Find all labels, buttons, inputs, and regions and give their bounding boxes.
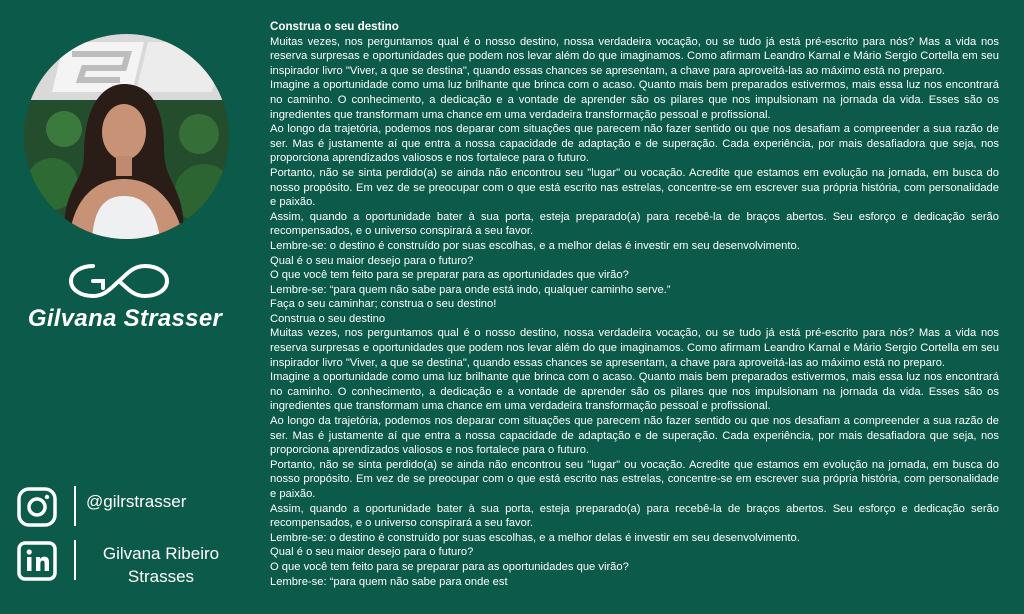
article-paragraph: Muitas vezes, nos perguntamos qual é o nosso destino, nossa verdadeira vocação, ou se tudo já está pré-escrito para nós? Mas a vida nos reserva surpresas e oportunidades que podem nos levar além do que imaginamos. Como afirmam Leandro Karnal e Mário Sergio Cortella em seu inspirador livro "Viver, a que se destina", quando essas chances se apresentam, a chave para aproveitá-las ao máximo está no preparo. — [270, 35, 999, 77]
article-paragraph: Lembre-se: “para quem não sabe para onde está indo, qualquer caminho serve.” — [270, 283, 671, 296]
article-paragraph: Assim, quando a oportunidade bater à sua porta, esteja preparado(a) para recebê-la de braços abertos. Seu esforço e dedicação serão recompensados, e o universo conspirará a seu favor. — [270, 210, 999, 238]
article-paragraph: Portanto, não se sinta perdido(a) se ainda não encontrou seu "lugar" ou vocação. Acredite que estamos em evolução na jornada, em busca do nosso propósito. Em vez de se preocupar com o que está escrito nas estrelas, concentre-se em escrever sua própria história, com personalidade e paixão. — [270, 458, 999, 500]
article-title: Construa o seu destino — [270, 20, 399, 33]
article-paragraph: Faça o seu caminhar; construa o seu destino! — [270, 298, 497, 311]
article-paragraph: Qual é o seu maior desejo para o futuro? — [270, 546, 474, 559]
profile-panel — [0, 0, 250, 614]
linkedin-link[interactable] — [16, 540, 256, 590]
article-paragraph: Qual é o seu maior desejo para o futuro? — [270, 254, 474, 267]
avatar-photo — [24, 34, 229, 239]
article-paragraph: Assim, quando a oportunidade bater à sua porta, esteja preparado(a) para recebê-la de braços abertos. Seu esforço e dedicação serão recompensados, e o universo conspirará a seu favor. — [270, 502, 999, 530]
article-paragraph: Lembre-se: o destino é construído por suas escolhas, e a melhor delas é investir em seu desenvolvimento. — [270, 239, 800, 252]
article-paragraph: Lembre-se: o destino é construído por suas escolhas, e a melhor delas é investir em seu desenvolvimento. — [270, 531, 800, 544]
instagram-separator — [74, 486, 76, 526]
linkedin-separator — [74, 540, 76, 580]
instagram-handle[interactable]: @gilrstrasser — [86, 492, 187, 511]
article-repeat-title: Construa o seu destino — [270, 312, 386, 325]
article-paragraph: Portanto, não se sinta perdido(a) se ainda não encontrou seu "lugar" ou vocação. Acredite que estamos em evolução na jornada, em busca do nosso propósito. Em vez de se preocupar com o que está escrito nas estrelas, concentre-se em escrever sua própria história, com personalidade e paixão. — [270, 166, 999, 209]
article-body — [270, 20, 999, 606]
article-paragraph: O que você tem feito para se preparar para as oportunidades que virão? — [270, 269, 629, 282]
article-paragraph: Muitas vezes, nos perguntamos qual é o nosso destino, nossa verdadeira vocação, ou se tudo já está pré-escrito para nós? Mas a vida nos reserva surpresas e oportunidades que podem nos levar além do que imaginamos. Como afirmam Leandro Karnal e Mário Sergio Cortella em seu inspirador livro "Viver, a que se destina", quando essas chances se apresentam, a chave para aproveitá-las ao máximo está no preparo. — [270, 327, 999, 369]
linkedin-name-line1: Gilvana Ribeiro — [102, 544, 220, 563]
instagram-link[interactable] — [16, 486, 256, 530]
instagram-icon[interactable] — [16, 486, 58, 528]
article-paragraph: Imagine a oportunidade como uma luz brilhante que brinca com o acaso. Quanto mais bem preparados estivermos, mais essa luz nos encontrará no caminho. O conhecimento, a dedicação e a vontade de aprender são os pilares que nos impulsionam na jornada da vida. Esses são os ingredientes que transformam uma chance em uma verdadeira transformação pessoal e profissional. — [270, 79, 999, 121]
linkedin-name[interactable] — [86, 542, 236, 588]
article-paragraph: Lembre-se: “para quem não sabe para onde est — [270, 575, 508, 588]
avatar — [24, 34, 229, 239]
article-paragraph: Ao longo da trajetória, podemos nos deparar com situações que parecem não fazer sentido ou que nos desafiam a compreender a sua razão de ser. Mas é justamente aí que entra a nossa capacidade de adaptação e de superação. Cada experiência, por mais desafiadora que seja, nos proporciona aprendizados valiosos e nos fortalece para o futuro. — [270, 123, 999, 165]
gs-logo — [63, 258, 175, 304]
brand-name: Gilvana Strasser — [27, 305, 223, 332]
article-paragraph: Imagine a oportunidade como uma luz brilhante que brinca com o acaso. Quanto mais bem preparados estivermos, mais essa luz nos encontrará no caminho. O conhecimento, a dedicação e a vontade de aprender são os pilares que nos impulsionam na jornada da vida. Esses são os ingredientes que transformam uma chance em uma verdadeira transformação pessoal e profissional. — [270, 371, 999, 413]
article-paragraph: O que você tem feito para se preparar para as oportunidades que virão? — [270, 560, 629, 573]
linkedin-icon[interactable] — [16, 540, 58, 582]
article-paragraph: Ao longo da trajetória, podemos nos deparar com situações que parecem não fazer sentido ou que nos desafiam a compreender a sua razão de ser. Mas é justamente aí que entra a nossa capacidade de adaptação e de superação. Cada experiência, por mais desafiadora que seja, nos proporciona aprendizados valiosos e nos fortalece para o futuro. — [270, 415, 999, 457]
linkedin-name-line2: Strasses — [127, 567, 195, 586]
